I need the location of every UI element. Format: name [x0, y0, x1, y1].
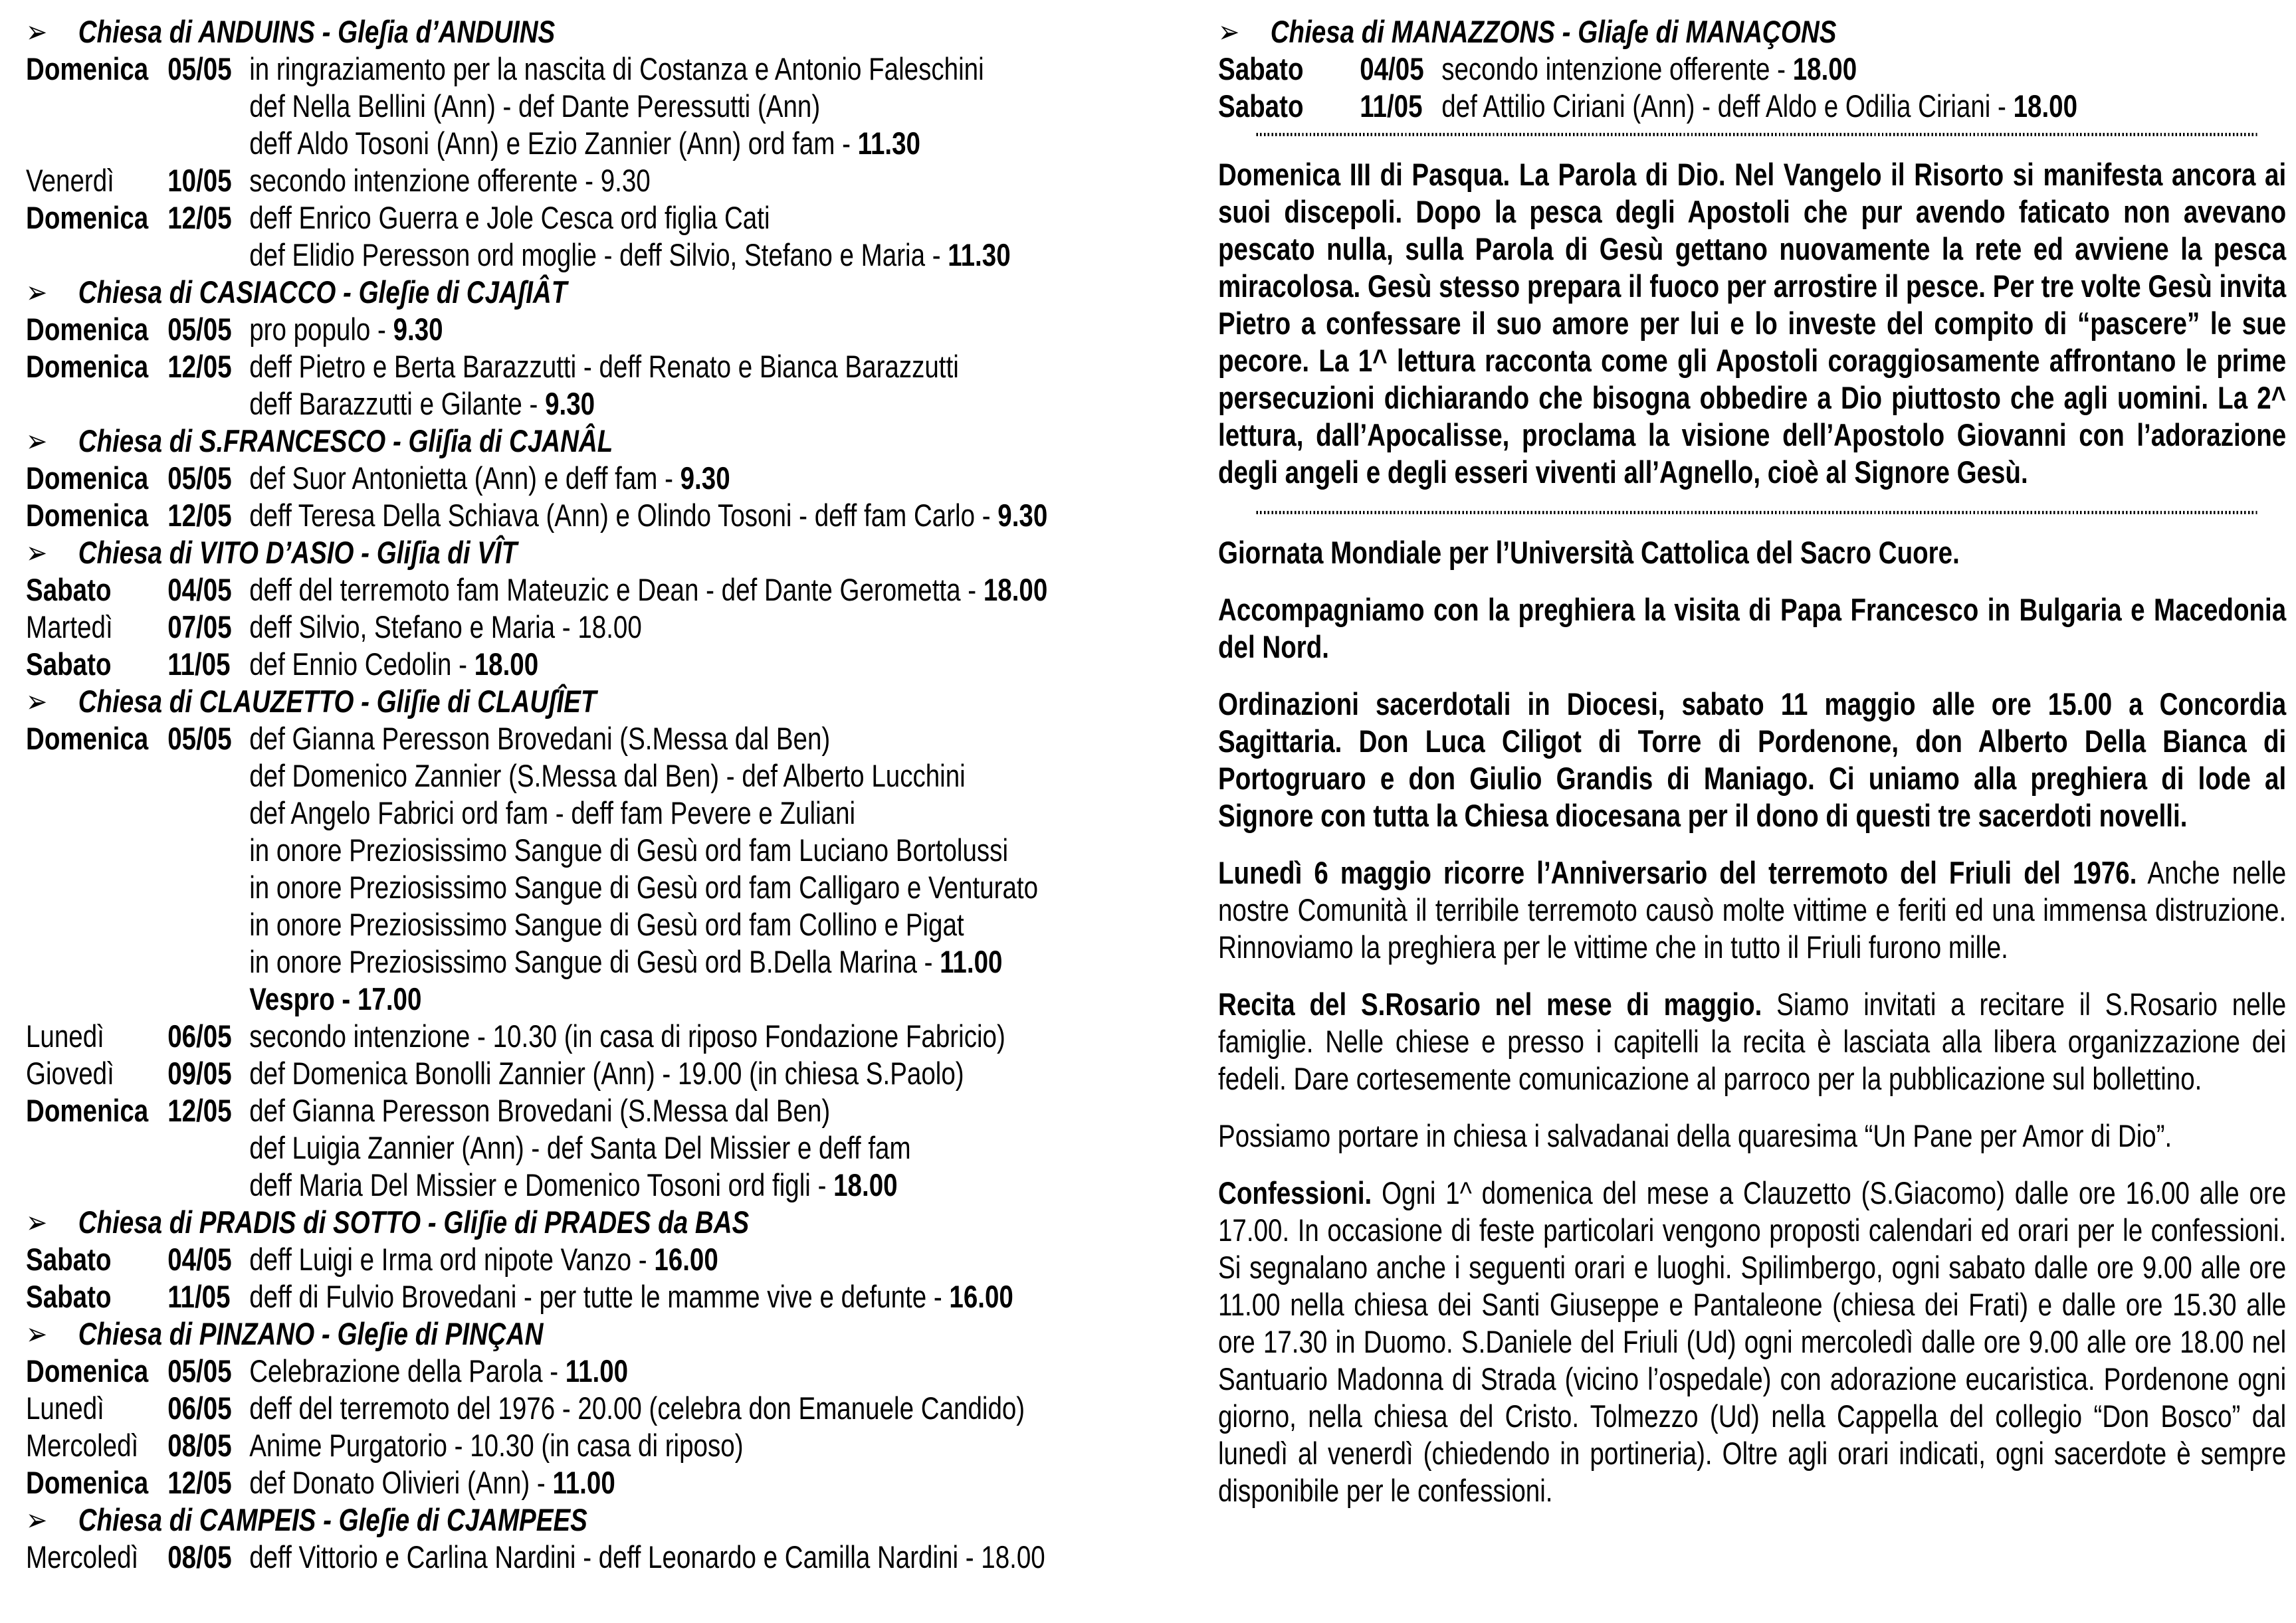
weekday-label: Sabato [1218, 88, 1304, 124]
schedule-line [26, 1167, 1102, 1204]
weekday-label: Domenica [26, 721, 149, 756]
date-label: 10/05 [167, 163, 232, 198]
intention-text [249, 795, 855, 830]
weekday-label: Sabato [1218, 51, 1304, 86]
intention-text [249, 1242, 718, 1277]
text-segment: secondo intenzione - 10.30 (in casa di riposo Fondazione Fabricio) [249, 1018, 1005, 1054]
intention-text [249, 981, 421, 1016]
text-segment: def Angelo Fabrici ord fam - deff fam Pevere e Zuliani [249, 795, 856, 830]
intention-text [249, 498, 1047, 533]
announcement-paragraph [1218, 534, 2286, 571]
text-segment: deff di Fulvio Brovedani - per tutte le mamme vive e defunte - [249, 1279, 950, 1314]
church-section-heading [26, 1501, 1102, 1539]
date-label: 05/05 [167, 51, 232, 86]
text-segment: 11.00 [552, 1465, 615, 1500]
schedule-line [26, 1241, 1102, 1278]
dotted-separator [1256, 511, 2259, 514]
intention-text [249, 1130, 910, 1165]
text-segment: deff del terremoto fam Mateuzic e Dean - def Dante Gerometta - [249, 572, 984, 607]
arrow-bullet-icon: ➢ [26, 1316, 48, 1351]
text-segment: Giornata Mondiale per l’Università Cattolica del Sacro Cuore. [1218, 535, 1960, 570]
date-label: 12/05 [167, 1465, 232, 1500]
date-label: 05/05 [167, 721, 232, 756]
weekday-label: Martedì [26, 609, 113, 644]
text-segment: deff Luigi e Irma ord nipote Vanzo - [249, 1242, 655, 1277]
text-segment: 18.00 [1792, 51, 1857, 86]
arrow-bullet-icon: ➢ [26, 684, 48, 719]
schedule-line [26, 795, 1102, 832]
intention-text [249, 1428, 743, 1463]
date-label: 04/05 [167, 572, 232, 607]
schedule-line [26, 757, 1102, 795]
schedule-line [26, 348, 1102, 385]
arrow-bullet-icon: ➢ [26, 1204, 48, 1240]
church-section-heading [26, 1315, 1102, 1353]
date-label: 11/05 [167, 1279, 231, 1314]
text-segment: in onore Preziosissimo Sangue di Gesù ord B.Della Marina - [249, 944, 940, 979]
weekday-label: Sabato [26, 646, 112, 682]
date-label: 12/05 [167, 200, 232, 235]
arrow-bullet-icon: ➢ [26, 1502, 48, 1537]
intention-text [249, 721, 830, 756]
intention-text [249, 200, 770, 235]
intention-text [249, 126, 920, 161]
schedule-line [26, 1092, 1102, 1129]
date-label: 06/05 [167, 1390, 232, 1426]
announcement-paragraph [1218, 986, 2286, 1098]
text-segment: def Nella Bellini (Ann) - def Dante Peressutti (Ann) [249, 88, 821, 124]
date-label: 08/05 [167, 1428, 232, 1463]
schedule-line [26, 311, 1102, 348]
schedule-line [26, 832, 1102, 869]
weekday-label: Sabato [26, 1242, 112, 1277]
intention-text [249, 1353, 628, 1388]
text-segment: Vespro - 17.00 [249, 981, 422, 1016]
announcement-paragraph [1218, 686, 2286, 834]
church-section-heading [1218, 13, 2286, 50]
intention-text [249, 1018, 1005, 1054]
text-segment: 11.30 [857, 126, 920, 161]
date-label: 06/05 [167, 1018, 232, 1054]
schedule-line [26, 385, 1102, 423]
text-segment: Ogni 1^ domenica del mese a Clauzetto (S.Giacomo) dalle ore 16.00 alle ore 17.00. In occasione di feste particolari vengono proposti calendari ed orari per le confessioni. Si segnalano anche i seguenti orari e luoghi. Spilimbergo, ogni sabato dalle ore 9.00 alle ore 11.00 nella chiesa dei Santi Giuseppe e Pantaleone (chiesa dei Frati) e dalle ore 15.30 alle ore 17.30 in Duomo. S.Daniele del Friuli (Ud) ogni mercoledì dalle ore 9.00 alle ore 18.00 nel Santuario Madonna di Strada (vicino l’ospedale) con adorazione eucaristica. Pordenone ogni giorno, nella chiesa del Cristo. Tolmezzo (Ud) nella Cappella del collegio “Don Bosco” dal lunedì al venerdì (chiedendo in portineria). Oltre agli orari indicati, ogni sacerdote è sempre disponibile per le confessioni. [1218, 1175, 2287, 1508]
text-segment: def Ennio Cedolin - [249, 646, 474, 682]
text-segment: Celebrazione della Parola - [249, 1353, 566, 1388]
announcement-paragraph [1218, 1117, 2286, 1155]
weekday-label: Sabato [26, 572, 112, 607]
date-label: 11/05 [167, 646, 231, 682]
text-segment: 11.00 [565, 1353, 629, 1388]
schedule-line [26, 1278, 1102, 1315]
intention-text [249, 832, 1008, 868]
date-label: 08/05 [167, 1539, 232, 1575]
weekday-label: Venerdì [26, 163, 114, 198]
text-segment: Lunedì 6 maggio ricorre l’Anniversario del terremoto del Friuli del 1976. [1218, 855, 2137, 890]
intention-text [249, 758, 966, 793]
weekday-label: Sabato [26, 1279, 112, 1314]
text-segment: Anche nelle nostre Comunità il terribile terremoto causò molte vittime e feriti ed una immensa distruzione. Rinnoviamo la preghiera per le vittime che in tutto il Friuli furono mille. [1218, 855, 2287, 965]
weekday-label: Domenica [26, 460, 149, 496]
text-segment: Domenica III di Pasqua. La Parola di Dio. Nel Vangelo il Risorto si manifesta ancora ai suoi discepoli. Dopo la pesca degli Apostoli che pur avendo faticato non avevano pescato nulla, sulla Parola di Gesù gettano nuovamente la rete ed avviene la pesca miracolosa. Gesù stesso prepara il fuoco per arrostire il pesce. Per tre volte Gesù invita Pietro a confessare il suo amore per lui e lo investe del compito di “pascere” le sue pecore. La 1^ lettura racconta come gli Apostoli coraggiosamente affrontano le prime persecuzioni dichiarando che bisogna obbedire a Dio piuttosto che agli uomini. La 2^ lettura, dall’Apocalisse, proclama la visione dell’Apostolo Giovanni con l’adorazione degli angeli e degli esseri viventi all’Agnello, cioè al Signore Gesù. [1218, 157, 2287, 490]
church-section-heading [26, 1204, 1102, 1241]
intention-text [249, 1539, 1045, 1575]
church-section-heading [26, 683, 1102, 720]
text-segment: def Luigia Zannier (Ann) - def Santa Del Missier e deff fam [249, 1130, 911, 1165]
schedule-line [26, 571, 1102, 609]
intention-text [249, 312, 443, 347]
text-segment: 16.00 [949, 1279, 1013, 1314]
intention-text [1441, 51, 1857, 86]
church-section-heading [26, 274, 1102, 311]
text-segment: deff Vittorio e Carlina Nardini - deff Leonardo e Camilla Nardini - 18.00 [249, 1539, 1045, 1575]
text-segment: 18.00 [983, 572, 1048, 607]
text-segment: def Domenica Bonolli Zannier (Ann) - 19.00 (in chiesa S.Paolo) [249, 1056, 964, 1091]
schedule-line [1218, 50, 2286, 88]
weekday-label: Domenica [26, 1353, 149, 1388]
intention-text [249, 237, 1010, 272]
intention-text [1441, 88, 2077, 124]
schedule-line [26, 1353, 1102, 1390]
date-label: 04/05 [1360, 51, 1424, 86]
text-segment: Siamo invitati a recitare il S.Rosario nelle famiglie. Nelle chiese e presso i capitelli la recita è lasciata alla libera organizzazione dei fedeli. Dare cortesemente comunicazione al parroco per la pubblicazione sul bollettino. [1218, 987, 2287, 1096]
weekday-label: Domenica [26, 349, 149, 384]
arrow-bullet-icon: ➢ [26, 423, 48, 458]
schedule-line [26, 1390, 1102, 1427]
intention-text [249, 1093, 830, 1128]
intention-text [249, 349, 959, 384]
text-segment: Possiamo portare in chiesa i salvadanai della quaresima “Un Pane per Amor di Dio”. [1218, 1118, 2172, 1153]
intention-text [249, 163, 651, 198]
schedule-line [26, 1018, 1102, 1055]
weekday-label: Mercoledì [26, 1428, 139, 1463]
schedule-line [26, 1129, 1102, 1167]
text-segment: def Donato Olivieri (Ann) - [249, 1465, 553, 1500]
weekday-label: Mercoledì [26, 1539, 139, 1575]
church-title: Chiesa di PINZANO - Gleʃie di PINÇAN [78, 1316, 544, 1351]
schedule-line [26, 943, 1102, 981]
text-segment: deff Maria Del Missier e Domenico Tosoni ord figli - [249, 1167, 834, 1202]
arrow-bullet-icon: ➢ [1218, 14, 1240, 49]
text-segment: 9.30 [545, 386, 595, 421]
church-section-heading [26, 423, 1102, 460]
text-segment: in ringraziamento per la nascita di Costanza e Antonio Faleschini [249, 51, 984, 86]
text-segment: deff Teresa Della Schiava (Ann) e Olindo Tosoni - deff fam Carlo - [249, 498, 998, 533]
weekday-label: Domenica [26, 498, 149, 533]
text-segment: deff Pietro e Berta Barazzutti - deff Renato e Bianca Barazzutti [249, 349, 959, 384]
text-segment: 9.30 [393, 312, 443, 347]
text-segment: pro populo - [249, 312, 393, 347]
weekday-label: Domenica [26, 51, 149, 86]
weekday-label: Domenica [26, 312, 149, 347]
intention-text [249, 572, 1047, 607]
text-segment: def Elidio Peresson ord moglie - deff Silvio, Stefano e Maria - [249, 237, 948, 272]
text-segment: deff del terremoto del 1976 - 20.00 (celebra don Emanuele Candido) [249, 1390, 1025, 1426]
intention-text [249, 460, 730, 496]
church-title: Chiesa di VITO D’ASIO - Gliʃia di VÎT [78, 535, 518, 570]
schedule-line [26, 199, 1102, 237]
schedule-line [26, 1464, 1102, 1501]
intention-text [249, 944, 1002, 979]
schedule-line [26, 1055, 1102, 1092]
schedule-line [1218, 88, 2286, 125]
text-segment: 18.00 [2013, 88, 2078, 124]
schedule-line [26, 88, 1102, 125]
intention-text [249, 1056, 964, 1091]
text-segment: def Suor Antonietta (Ann) e deff fam - [249, 460, 680, 496]
text-segment: Anime Purgatorio - 10.30 (in casa di riposo) [249, 1428, 744, 1463]
text-segment: def Gianna Peresson Brovedani (S.Messa dal Ben) [249, 1093, 831, 1128]
text-segment: in onore Preziosissimo Sangue di Gesù ord fam Luciano Bortolussi [249, 832, 1009, 868]
intention-text [249, 1279, 1013, 1314]
church-title: Chiesa di CAMPEIS - Gleʃie di CJAMPEES [78, 1502, 587, 1537]
church-section-heading [26, 534, 1102, 571]
schedule-line [26, 609, 1102, 646]
weekday-label: Domenica [26, 1465, 149, 1500]
text-segment: Recita del S.Rosario nel mese di maggio. [1218, 987, 1762, 1022]
weekday-label: Domenica [26, 1093, 149, 1128]
left-column [26, 13, 1102, 1576]
text-segment: Accompagniamo con la preghiera la visita di Papa Francesco in Bulgaria e Macedonia del Nord. [1218, 592, 2287, 664]
text-segment: deff Aldo Tosoni (Ann) e Ezio Zannier (Ann) ord fam - [249, 126, 858, 161]
schedule-line [26, 981, 1102, 1018]
church-title: Chiesa di CASIACCO - Gleʃie di CJAʃIÂT [78, 274, 568, 310]
intention-text [249, 1390, 1025, 1426]
text-segment: 9.30 [680, 460, 730, 496]
schedule-line [26, 869, 1102, 906]
text-segment: deff Silvio, Stefano e Maria - 18.00 [249, 609, 642, 644]
date-label: 05/05 [167, 460, 232, 496]
intention-text [249, 646, 538, 682]
date-label: 05/05 [167, 312, 232, 347]
intention-text [249, 51, 984, 86]
announcement-paragraph [1218, 591, 2286, 666]
date-label: 05/05 [167, 1353, 232, 1388]
intention-text [249, 386, 595, 421]
date-label: 09/05 [167, 1056, 232, 1091]
schedule-line [26, 162, 1102, 199]
schedule-line [26, 1427, 1102, 1464]
text-segment: in onore Preziosissimo Sangue di Gesù ord fam Collino e Pigat [249, 907, 964, 942]
schedule-line [26, 497, 1102, 534]
text-segment: 9.30 [997, 498, 1048, 533]
text-segment: def Gianna Peresson Brovedani (S.Messa dal Ben) [249, 721, 831, 756]
text-segment: def Domenico Zannier (S.Messa dal Ben) - def Alberto Lucchini [249, 758, 966, 793]
text-segment: secondo intenzione offerente - [1441, 51, 1793, 86]
weekday-label: Giovedì [26, 1056, 114, 1091]
text-segment: 11.00 [940, 944, 1003, 979]
text-segment: in onore Preziosissimo Sangue di Gesù ord fam Calligaro e Venturato [249, 870, 1039, 905]
text-segment: 18.00 [474, 646, 539, 682]
text-segment: secondo intenzione offerente - 9.30 [249, 163, 651, 198]
text-segment: 16.00 [654, 1242, 718, 1277]
arrow-bullet-icon: ➢ [26, 535, 48, 570]
church-title: Chiesa di CLAUZETTO - Gliʃie di CLAUʃÎET [78, 684, 597, 719]
arrow-bullet-icon: ➢ [26, 14, 48, 49]
text-segment: Ordinazioni sacerdotali in Diocesi, sabato 11 maggio alle ore 15.00 a Concordia Sagittaria. Don Luca Ciligot di Torre di Pordenone, don Alberto Della Bianca di Portogruaro e don Giulio Grandis di Maniago. Ci uniamo alla preghiera di lode al Signore con tutta la Chiesa diocesana per il dono di questi tre sacerdoti novelli. [1218, 686, 2287, 833]
right-column [1218, 13, 2286, 1529]
intention-text [249, 1167, 897, 1202]
church-title: Chiesa di MANAZZONS - Gliaʃe di MANAÇONS [1270, 14, 1837, 49]
date-label: 04/05 [167, 1242, 232, 1277]
schedule-line [26, 720, 1102, 757]
church-section-heading [26, 13, 1102, 50]
arrow-bullet-icon: ➢ [26, 274, 48, 310]
text-segment: 18.00 [833, 1167, 898, 1202]
date-label: 12/05 [167, 349, 232, 384]
announcement-paragraph [1218, 156, 2286, 491]
weekday-label: Domenica [26, 200, 149, 235]
church-title: Chiesa di ANDUINS - Gleʃia d’ANDUINS [78, 14, 556, 49]
date-label: 07/05 [167, 609, 232, 644]
text-segment: Confessioni. [1218, 1175, 1372, 1210]
text-segment: deff Barazzutti e Gilante - [249, 386, 546, 421]
text-segment: deff Enrico Guerra e Jole Cesca ord figlia Cati [249, 200, 770, 235]
dotted-separator [1256, 133, 2259, 136]
intention-text [249, 88, 820, 124]
schedule-line [26, 50, 1102, 88]
schedule-line [26, 646, 1102, 683]
intention-text [249, 1465, 615, 1500]
church-title: Chiesa di PRADIS di SOTTO - Gliʃie di PRADES da BAS [78, 1204, 750, 1240]
weekday-label: Lunedì [26, 1390, 104, 1426]
church-title: Chiesa di S.FRANCESCO - Gliʃia di CJANÂL [78, 423, 613, 458]
announcement-paragraph [1218, 1175, 2286, 1509]
schedule-line [26, 1539, 1102, 1576]
date-label: 11/05 [1360, 88, 1423, 124]
schedule-line [26, 125, 1102, 162]
intention-text [249, 907, 964, 942]
text-segment: def Attilio Ciriani (Ann) - deff Aldo e Odilia Ciriani - [1441, 88, 2014, 124]
schedule-line [26, 906, 1102, 943]
schedule-line [26, 237, 1102, 274]
intention-text [249, 609, 642, 644]
text-segment: 11.30 [948, 237, 1011, 272]
weekday-label: Lunedì [26, 1018, 104, 1054]
date-label: 12/05 [167, 498, 232, 533]
date-label: 12/05 [167, 1093, 232, 1128]
schedule-line [26, 460, 1102, 497]
announcement-paragraph [1218, 854, 2286, 966]
intention-text [249, 870, 1038, 905]
